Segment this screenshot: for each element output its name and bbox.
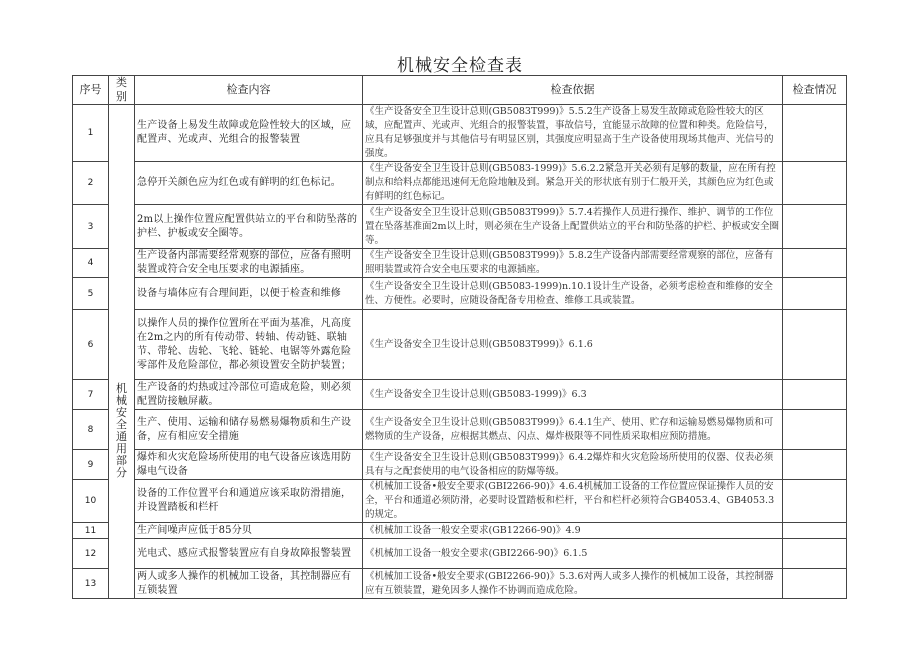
header-content: 检查内容 xyxy=(135,76,363,105)
row-status[interactable] xyxy=(783,569,847,599)
row-no: 9 xyxy=(73,450,109,480)
table-row xyxy=(73,450,847,480)
row-status[interactable] xyxy=(783,480,847,523)
table-row xyxy=(73,310,847,380)
row-status[interactable] xyxy=(783,278,847,310)
row-content: 爆炸和火灾危险场所使用的电气设备应该选用防爆电气设备 xyxy=(135,450,363,480)
row-status[interactable] xyxy=(783,539,847,569)
row-basis: 《生产设备安全卫生设计总则(GB5083-1999)》5.6.2.2紧急开关必须有足够的数量，应在所有控制点和给料点都能迅速何无危险地触及到。紧急开关的形状底有别于仁般开关，其颜色应为红色或有鲜明的红色标记。 xyxy=(363,162,783,205)
row-no: 5 xyxy=(73,278,109,310)
row-status[interactable] xyxy=(783,410,847,450)
row-no: 7 xyxy=(73,380,109,410)
row-basis: 《生产设备安全卫生设计总则(GB5083T999)》6.4.1生产、使用、贮存和运输易燃易爆物质和可燃物质的生产设备，应根据其燃点、闪点、爆炸极限等不同性质采取相应预防措施。 xyxy=(363,410,783,450)
row-basis: 《生产设备安全卫生设计总则(GB5083T999)》6.1.6 xyxy=(363,310,783,380)
row-basis: 《生产设备安全卫生设计总则(GB5083T999)》5.5.2生产设备上易发生故障或危险性较大的区域，应配置声、光或声、光组合的报警装置，事故信号，宜能显示故障的位置和种类。危险信号，应具有足够强度并与其他信号有明显区别，其强度应明显高于生产设备使用现场其他声、光信号的强度。 xyxy=(363,105,783,162)
category-cell xyxy=(109,105,135,599)
row-content: 光电式、感应式报警装置应有自身故障报警装置 xyxy=(135,539,363,569)
row-status[interactable] xyxy=(783,523,847,539)
table-row xyxy=(73,480,847,523)
row-basis: 《生产设备安全卫生设计总则(GB5083T999)》5.7.4若操作人员进行操作、维护、调节的工作位置在坠落基准面2m以上时，则必须在生产设备上配置供站立的平台和防坠落的护栏、护板或安全圈等。 xyxy=(363,205,783,249)
row-content: 2m以上操作位置应配置供站立的平台和防坠落的护栏、护板或安全圈等。 xyxy=(135,205,363,249)
row-no: 3 xyxy=(73,205,109,249)
row-content: 两人或多人操作的机械加工设备，其控制器应有互锁装置 xyxy=(135,569,363,599)
table-row xyxy=(73,410,847,450)
row-no: 11 xyxy=(73,523,109,539)
table-row xyxy=(73,205,847,249)
row-content: 生产间噪声应低于85分贝 xyxy=(135,523,363,539)
header-no: 序号 xyxy=(73,76,109,105)
table-row xyxy=(73,569,847,599)
row-no: 8 xyxy=(73,410,109,450)
row-basis: 《机械加工设备一般安全要求(GBI2266-90)》6.1.5 xyxy=(363,539,783,569)
row-basis: 《机械加工设备•般安全要求(GBI2266-90)》5.3.6对两人或多人操作的机械加工设备，其控制器应有互锁装置，避免因多人操作不协调而造成危险。 xyxy=(363,569,783,599)
row-basis: 《生产设备安全卫生设计总则(GB5083-1999)》6.3 xyxy=(363,380,783,410)
row-basis: 《生产设备安全卫生设计总则(GB5083-1999)n.10.1设计生产设备，必须考虑检查和维修的安全性、方便性。必要时，应随设备配备专用检查、维修工具或装置。 xyxy=(363,278,783,310)
table-row xyxy=(73,523,847,539)
row-status[interactable] xyxy=(783,380,847,410)
table-row xyxy=(73,105,847,162)
document-title: 机械安全检查表 xyxy=(397,56,523,76)
row-status[interactable] xyxy=(783,205,847,249)
row-content: 设备的工作位置平台和通道应该采取防滑措施，并设置踏板和栏杆 xyxy=(135,480,363,523)
row-basis: 《生产设备安全卫生设计总则(GB5083T999)》6.4.2爆炸和火灾危险场所使用的仪器、仪表必须具有与之配套使用的电气设备相应的防爆等级。 xyxy=(363,450,783,480)
row-no: 1 xyxy=(73,105,109,162)
row-status[interactable] xyxy=(783,450,847,480)
row-status[interactable] xyxy=(783,249,847,278)
table-row xyxy=(73,539,847,569)
row-no: 12 xyxy=(73,539,109,569)
row-content: 生产设备内部需要经常观察的部位，应备有照明装置或符合安全电压要求的电源插座。 xyxy=(135,249,363,278)
row-basis: 《机械加工设备•般安全要求(GBI2266-90)》4.6.4机械加工设备的工作位置应保证操作人员的安全，平台和通道必须防滑，必要时设置踏板和栏杆，平台和栏杆必须符合GB4053.4、GB4053.3的规定。 xyxy=(363,480,783,523)
row-content: 生产、使用、运输和储存易燃易爆物质和生产设备，应有相应安全措施 xyxy=(135,410,363,450)
table-row xyxy=(73,278,847,310)
row-no: 4 xyxy=(73,249,109,278)
row-status[interactable] xyxy=(783,105,847,162)
category-label: 机械安全通用部分 xyxy=(116,381,127,479)
row-status[interactable] xyxy=(783,162,847,205)
row-content: 设备与墙体应有合理间距，以便于检查和维修 xyxy=(135,278,363,310)
row-no: 13 xyxy=(73,569,109,599)
row-content: 急停开关颜色应为红色或有鲜明的红色标记。 xyxy=(135,162,363,205)
inspection-table xyxy=(72,75,847,599)
row-content: 生产设备的灼热或过冷部位可造成危险，则必须配置防接触屏蔽。 xyxy=(135,380,363,410)
row-basis: 《机械加工设备一般安全要求(GB12266-90)》4.9 xyxy=(363,523,783,539)
row-content: 以操作人员的操作位置所在平面为基准，凡高度在2m之内的所有传动带、转轴、传动链、联轴节、带轮、齿轮、飞轮、链轮、电锯等外露危险零部件及危险部位，都必须设置安全防护装置； xyxy=(135,310,363,380)
table-row xyxy=(73,380,847,410)
row-status[interactable] xyxy=(783,310,847,380)
row-no: 2 xyxy=(73,162,109,205)
row-no: 6 xyxy=(73,310,109,380)
table-row xyxy=(73,249,847,278)
header-status: 检查情况 xyxy=(783,76,847,105)
row-basis: 《生产设备安全卫生设计总则(GB5083T999)》5.8.2生产设备内部需要经常观察的部位，应备有照明装置或符合安全电压要求的电源插座。 xyxy=(363,249,783,278)
row-content: 生产设备上易发生故障或危险性较大的区域，应配置声、光或声、光组合的报警装置 xyxy=(135,105,363,162)
header-category: 类别 xyxy=(109,76,135,105)
header-basis: 检查依据 xyxy=(363,76,783,105)
row-no: 10 xyxy=(73,480,109,523)
table-header-row xyxy=(73,76,847,105)
table-row xyxy=(73,162,847,205)
